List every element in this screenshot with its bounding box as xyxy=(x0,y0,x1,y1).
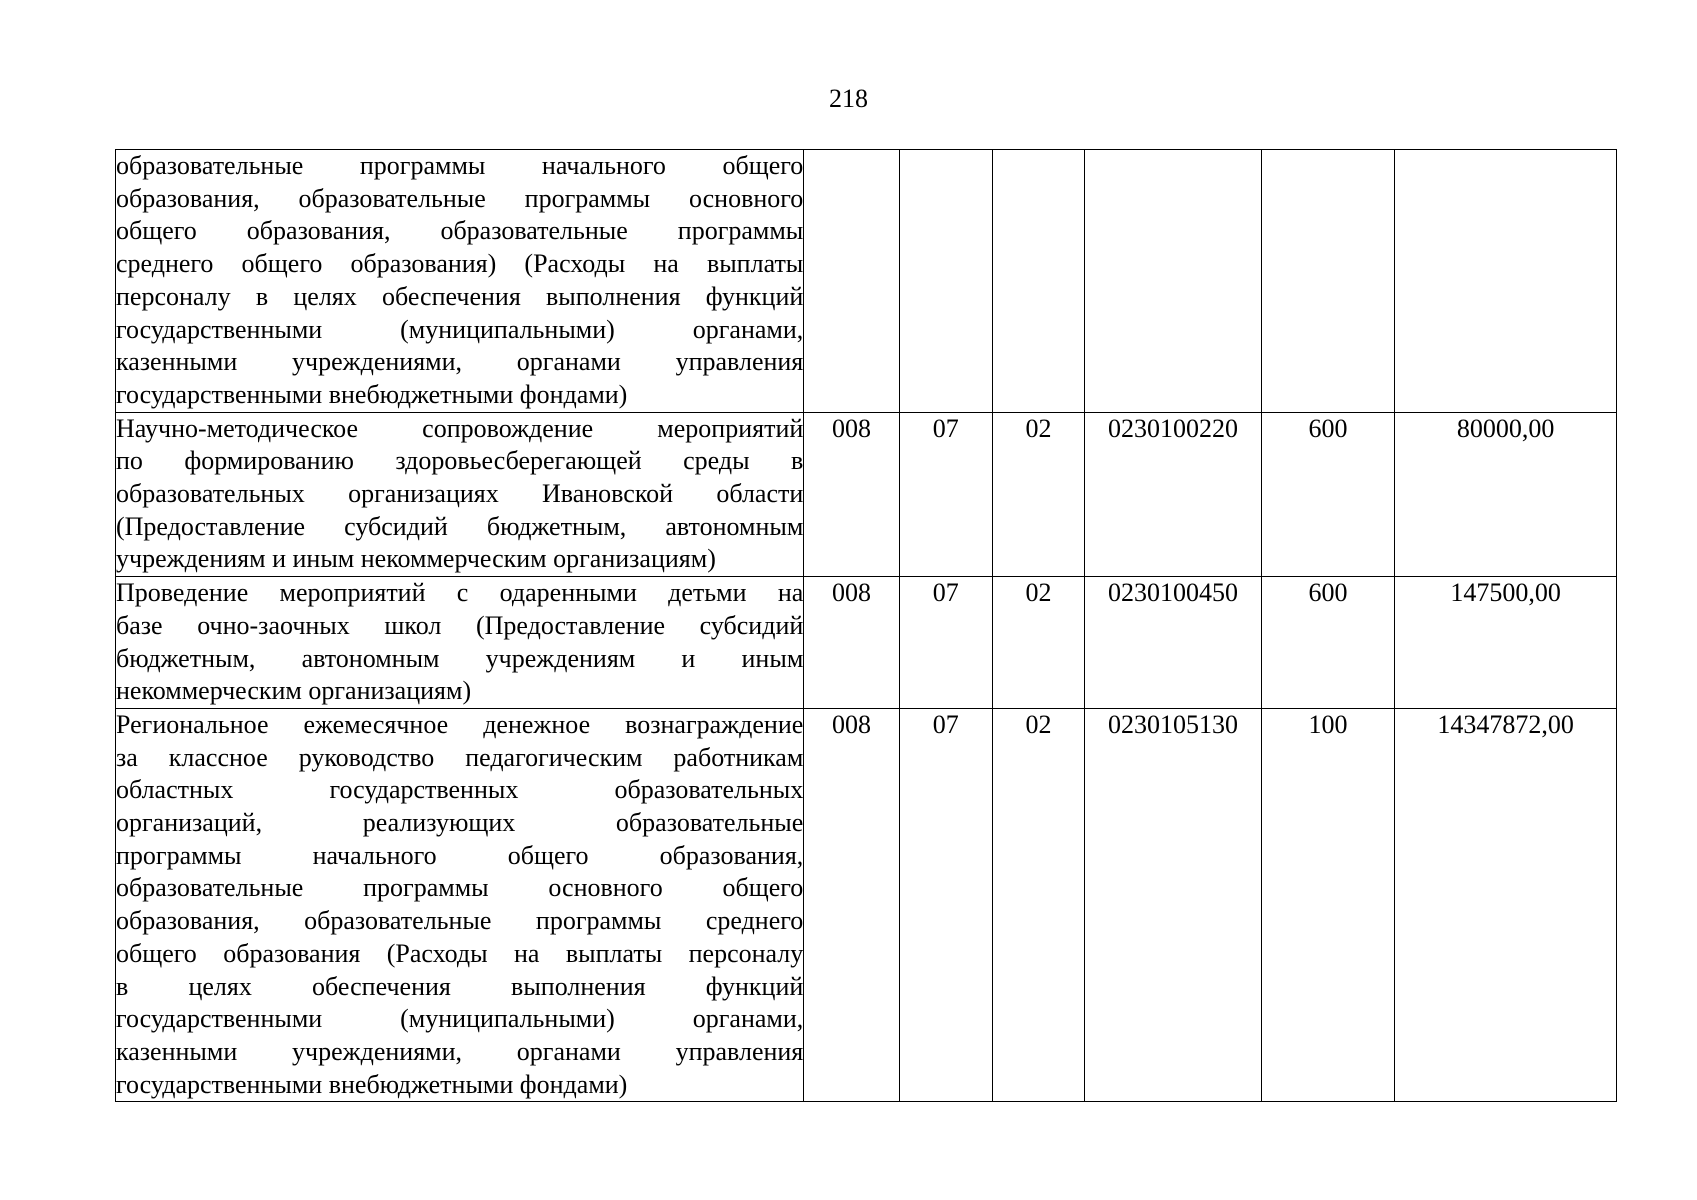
description-line: Региональное ежемесячное денежное вознаграждение xyxy=(116,709,804,739)
ministry-code-cell: 008 xyxy=(804,708,899,1101)
description-line: базе очно-заочных школ (Предоставление субсидий xyxy=(116,610,804,640)
description-line: (Предоставление субсидий бюджетным, автономным xyxy=(116,511,804,541)
description-line: образования, образовательные программы основного xyxy=(116,183,804,213)
description-line: учреждениям и иным некоммерческим организациям) xyxy=(116,544,716,574)
section-code-cell: 07 xyxy=(899,577,992,709)
budget-table xyxy=(115,149,1617,1102)
expense-type-cell: 600 xyxy=(1261,412,1394,577)
page-number: 218 xyxy=(829,84,868,113)
description-line: персоналу в целях обеспечения выполнения функций xyxy=(116,281,804,311)
description-line: казенными учреждениями, органами управления xyxy=(116,347,804,377)
description-line: общего образования, образовательные программы xyxy=(116,216,804,246)
table-row xyxy=(116,412,1617,577)
description-cell xyxy=(116,577,804,709)
description-line: казенными учреждениями, органами управления xyxy=(116,1036,804,1066)
subsection-code-cell: 02 xyxy=(992,577,1084,709)
ministry-code-cell xyxy=(804,150,899,413)
description-line: Научно-методическое сопровождение мероприятий xyxy=(116,413,804,443)
description-line: в целях обеспечения выполнения функций xyxy=(116,971,804,1001)
amount-cell xyxy=(1395,150,1617,413)
ministry-code-cell: 008 xyxy=(804,577,899,709)
description-line: государственными внебюджетными фондами) xyxy=(116,379,628,409)
target-article-cell: 0230100220 xyxy=(1085,412,1262,577)
description-cell xyxy=(116,150,804,413)
description-line: программы начального общего образования, xyxy=(116,840,804,870)
subsection-code-cell: 02 xyxy=(992,708,1084,1101)
table-row xyxy=(116,708,1617,1101)
target-article-cell: 0230100450 xyxy=(1085,577,1262,709)
description-line: среднего общего образования) (Расходы на выплаты xyxy=(116,249,804,279)
target-article-cell xyxy=(1085,150,1262,413)
expense-type-cell xyxy=(1261,150,1394,413)
expense-type-cell: 100 xyxy=(1261,708,1394,1101)
description-cell xyxy=(116,412,804,577)
description-line: образовательные программы основного общего xyxy=(116,873,804,903)
description-line: образовательных организациях Ивановской области xyxy=(116,479,804,509)
description-line: областных государственных образовательных xyxy=(116,775,804,805)
description-line: Проведение мероприятий с одаренными детьми на xyxy=(116,578,804,608)
description-line: образования, образовательные программы среднего xyxy=(116,906,804,936)
description-line: государственными (муниципальными) органами, xyxy=(116,1004,804,1034)
ministry-code-cell: 008 xyxy=(804,412,899,577)
description-line: бюджетным, автономным учреждениям и иным xyxy=(116,643,804,673)
table-row xyxy=(116,577,1617,709)
description-line: по формированию здоровьесберегающей среды в xyxy=(116,446,804,476)
description-cell xyxy=(116,708,804,1101)
amount-cell: 80000,00 xyxy=(1395,412,1617,577)
section-code-cell: 07 xyxy=(899,708,992,1101)
description-line: общего образования (Расходы на выплаты персоналу xyxy=(116,938,804,968)
description-line: некоммерческим организациям) xyxy=(116,676,472,706)
subsection-code-cell xyxy=(992,150,1084,413)
amount-cell: 147500,00 xyxy=(1395,577,1617,709)
description-line: организаций, реализующих образовательные xyxy=(116,808,804,838)
description-line: образовательные программы начального общего xyxy=(116,151,804,180)
expense-type-cell: 600 xyxy=(1261,577,1394,709)
amount-cell: 14347872,00 xyxy=(1395,708,1617,1101)
section-code-cell: 07 xyxy=(899,412,992,577)
description-line: государственными внебюджетными фондами) xyxy=(116,1069,628,1099)
section-code-cell xyxy=(899,150,992,413)
description-line: государственными (муниципальными) органами, xyxy=(116,314,804,344)
table-row xyxy=(116,150,1617,413)
description-line: за классное руководство педагогическим работникам xyxy=(116,742,804,772)
target-article-cell: 0230105130 xyxy=(1085,708,1262,1101)
subsection-code-cell: 02 xyxy=(992,412,1084,577)
